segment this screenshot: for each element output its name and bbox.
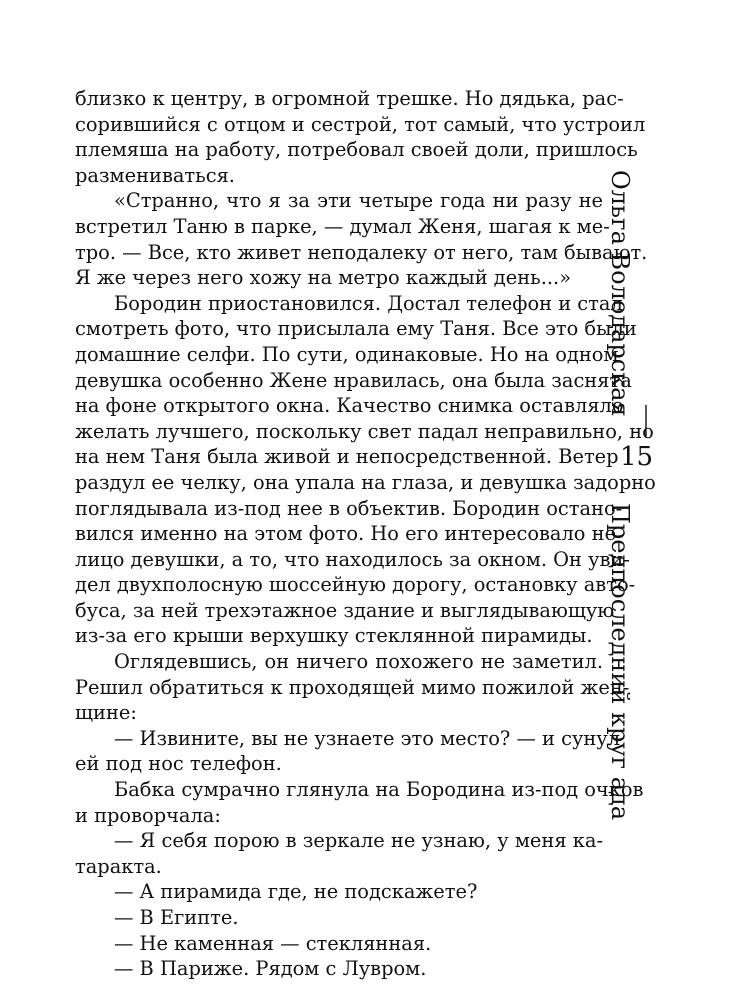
text-line: — В Египте. <box>114 906 239 929</box>
running-head-title: Предпоследний круг ада <box>606 503 634 821</box>
text-line: — В Париже. Рядом с Лувром. <box>114 957 427 981</box>
text-line: лицо девушки, а то, что находилось за окном. Он уви- <box>75 547 630 571</box>
text-line: Решил обратиться к проходящей мимо пожилой жен- <box>75 675 630 699</box>
text-line: желать лучшего, поскольку свет падал неправильно, но <box>75 419 654 443</box>
text-line: на фоне открытого окна. Качество снимка оставляло <box>75 394 624 418</box>
text-line: сорившийся с отцом и сестрой, тот самый, что устроил <box>75 112 646 136</box>
text-line: Бородин приостановился. Достал телефон и стал <box>114 291 623 315</box>
text-line: размениваться. <box>75 163 235 187</box>
text-line: девушка особенно Жене нравилась, она была заснята <box>75 368 632 392</box>
text-line: ей под нос телефон. <box>75 752 282 776</box>
text-line: племяша на работу, потребовал своей доли, пришлось <box>75 138 638 162</box>
text-line: — Не каменная — стеклянная. <box>114 931 432 955</box>
text-line: встретил Таню в парке, — думал Женя, шагая к ме- <box>75 214 610 238</box>
text-line: — А пирамида где, не подскажете? <box>114 880 478 904</box>
text-line: дел двухполосную шоссейную дорогу, остановку авто- <box>75 573 636 597</box>
text-line: на нем Таня была живой и непосредственной. Ветер <box>75 445 619 469</box>
text-line: Оглядевшись, он ничего похожего не заметил. <box>114 650 603 674</box>
text-line: Я же через него хожу на метро каждый день...» <box>75 266 572 290</box>
text-line: Бабка сумрачно глянула на Бородина из-под очков <box>114 778 644 802</box>
text-line: буса, за ней трехэтажное здание и выглядывающую <box>75 598 615 622</box>
text-line: раздул ее челку, она упала на глаза, и девушка задорно <box>75 470 656 494</box>
text-line: — Извините, вы не узнаете это место? — и сунул <box>114 726 621 750</box>
page-number: 15 <box>620 442 654 472</box>
running-head-author: Ольга Володарская <box>606 170 634 417</box>
running-head-rule <box>640 170 652 470</box>
text-line: домашние селфи. По сути, одинаковые. Но на одном <box>75 342 619 366</box>
text-line: — Я себя порою в зеркале не узнаю, у меня ка- <box>114 829 603 853</box>
text-line: смотреть фото, что присылала ему Таня. Все это были <box>75 317 637 341</box>
text-line: вился именно на этом фото. Но его интересовало не <box>75 522 617 546</box>
text-line: «Странно, что я за эти четыре года ни разу не <box>114 189 603 213</box>
text-line: щине: <box>75 701 137 725</box>
text-line: близко к центру, в огромной трешке. Но дядька, рас- <box>75 87 624 110</box>
text-line: из-за его крыши верхушку стеклянной пирамиды. <box>75 624 593 648</box>
text-line: поглядывала из-под нее в объектив. Бородин остано- <box>75 496 623 520</box>
text-line: тро. — Все, кто живет неподалеку от него, там бывают. <box>75 240 648 264</box>
running-head <box>592 170 712 930</box>
text-line: и проворчала: <box>75 803 221 827</box>
text-line: таракта. <box>75 854 162 878</box>
